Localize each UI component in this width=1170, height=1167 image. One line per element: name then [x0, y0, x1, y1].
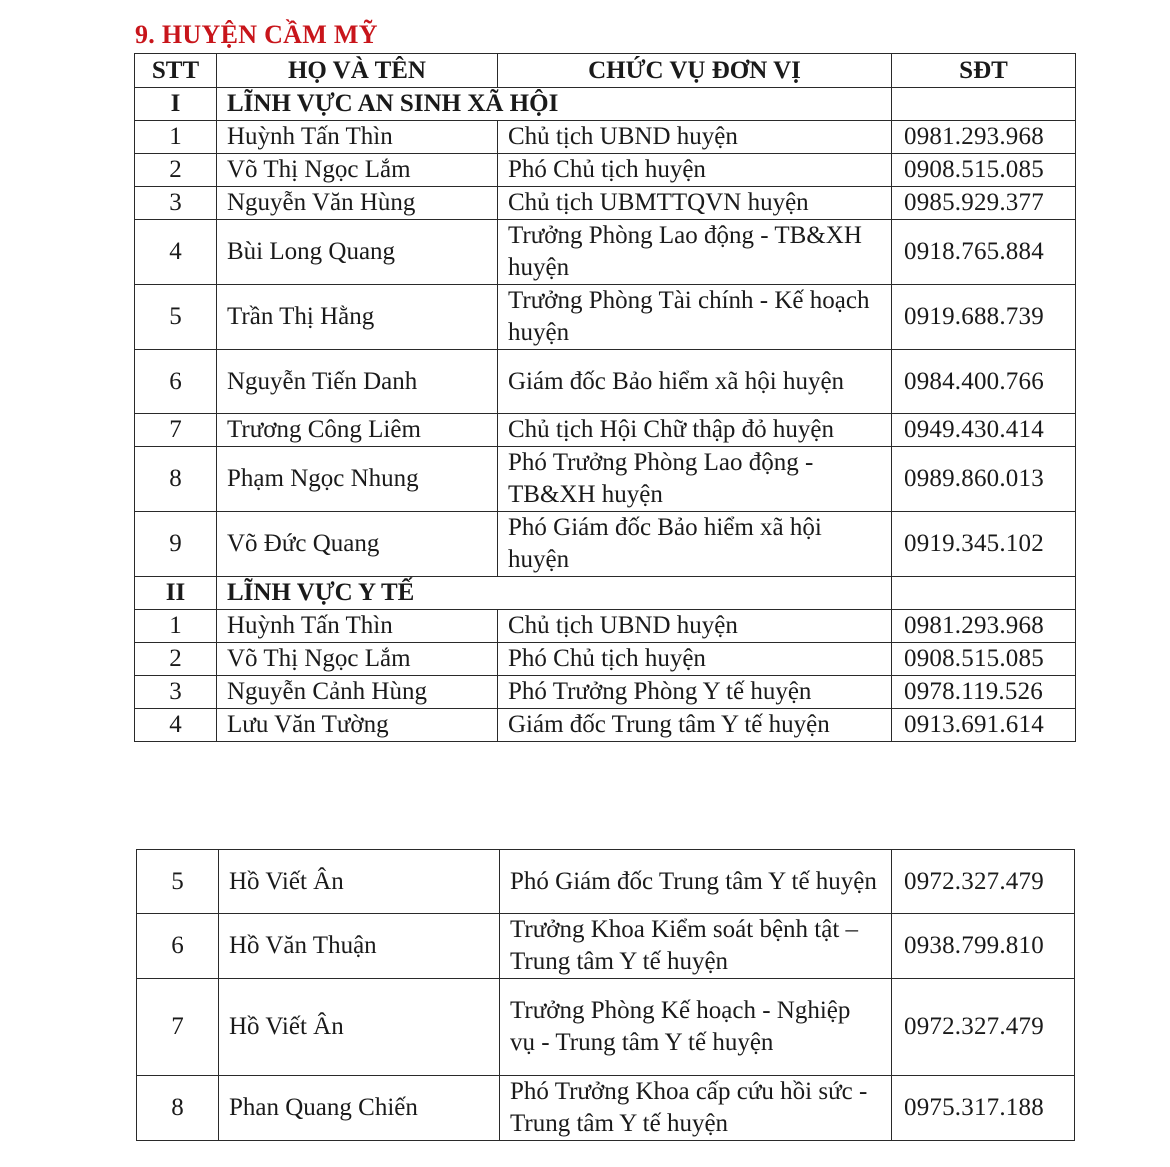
- phone-cell: 0972.327.479: [892, 979, 1075, 1076]
- stt-cell: 8: [137, 1076, 219, 1141]
- role-cell: Trưởng Phòng Tài chính - Kế hoạch huyện: [498, 285, 892, 350]
- stt-cell: 4: [135, 220, 217, 285]
- table-row: [135, 154, 1076, 187]
- name-cell: Hồ Viết Ân: [219, 979, 500, 1076]
- phone-cell: 0949.430.414: [892, 414, 1076, 447]
- stt-cell: 7: [135, 414, 217, 447]
- phone-cell: 0981.293.968: [892, 121, 1076, 154]
- phone-cell: 0972.327.479: [892, 850, 1075, 914]
- name-cell: Phạm Ngọc Nhung: [217, 447, 498, 512]
- table-row: [135, 285, 1076, 350]
- table-row: [135, 676, 1076, 709]
- role-cell: Phó Trưởng Phòng Y tế huyện: [498, 676, 892, 709]
- table-row: [135, 709, 1076, 742]
- role-cell: Phó Trưởng Phòng Lao động - TB&XH huyện: [498, 447, 892, 512]
- name-cell: Hồ Văn Thuận: [219, 914, 500, 979]
- phone-cell: 0918.765.884: [892, 220, 1076, 285]
- name-cell: Hồ Viết Ân: [219, 850, 500, 914]
- stt-cell: 3: [135, 676, 217, 709]
- header-phone: SĐT: [892, 54, 1076, 88]
- table-row: [135, 187, 1076, 220]
- role-cell: Trưởng Khoa Kiểm soát bệnh tật – Trung tâm Y tế huyện: [500, 914, 892, 979]
- stt-cell: 2: [135, 643, 217, 676]
- role-cell: Phó Chủ tịch huyện: [498, 154, 892, 187]
- stt-cell: 2: [135, 154, 217, 187]
- name-cell: Bùi Long Quang: [217, 220, 498, 285]
- stt-cell: 5: [137, 850, 219, 914]
- stt-cell: 5: [135, 285, 217, 350]
- phone-cell: 0908.515.085: [892, 154, 1076, 187]
- name-cell: Võ Thị Ngọc Lắm: [217, 154, 498, 187]
- stt-cell: 9: [135, 512, 217, 577]
- role-cell: Phó Giám đốc Trung tâm Y tế huyện: [500, 850, 892, 914]
- table-row: [135, 220, 1076, 285]
- section-label: LĨNH VỰC AN SINH XÃ HỘI: [217, 88, 892, 121]
- name-cell: Nguyễn Tiến Danh: [217, 350, 498, 414]
- table-row: [135, 643, 1076, 676]
- name-cell: Trần Thị Hằng: [217, 285, 498, 350]
- role-cell: Chủ tịch UBMTTQVN huyện: [498, 187, 892, 220]
- table-row: [135, 610, 1076, 643]
- stt-cell: 8: [135, 447, 217, 512]
- stt-cell: 1: [135, 121, 217, 154]
- role-cell: Chủ tịch UBND huyện: [498, 121, 892, 154]
- section-row: [135, 88, 1076, 121]
- table-row: [137, 850, 1075, 914]
- stt-cell: 6: [135, 350, 217, 414]
- role-cell: Giám đốc Trung tâm Y tế huyện: [498, 709, 892, 742]
- stt-cell: 4: [135, 709, 217, 742]
- name-cell: Trương Công Liêm: [217, 414, 498, 447]
- name-cell: Lưu Văn Tường: [217, 709, 498, 742]
- phone-cell: 0989.860.013: [892, 447, 1076, 512]
- table-row: [135, 414, 1076, 447]
- page-title: 9. HUYỆN CẦM MỸ: [135, 20, 378, 49]
- phone-cell: 0981.293.968: [892, 610, 1076, 643]
- stt-cell: 6: [137, 914, 219, 979]
- stt-cell: 7: [137, 979, 219, 1076]
- empty-cell: [892, 577, 1076, 610]
- empty-cell: [892, 88, 1076, 121]
- name-cell: Huỳnh Tấn Thìn: [217, 121, 498, 154]
- table-row: [135, 447, 1076, 512]
- section-number: I: [135, 88, 217, 121]
- role-cell: Trưởng Phòng Lao động - TB&XH huyện: [498, 220, 892, 285]
- name-cell: Nguyễn Cảnh Hùng: [217, 676, 498, 709]
- name-cell: Võ Đức Quang: [217, 512, 498, 577]
- role-cell: Giám đốc Bảo hiểm xã hội huyện: [498, 350, 892, 414]
- table-row: [135, 121, 1076, 154]
- contact-table-continued: [136, 849, 1075, 1141]
- phone-cell: 0913.691.614: [892, 709, 1076, 742]
- table-row: [137, 914, 1075, 979]
- phone-cell: 0919.345.102: [892, 512, 1076, 577]
- role-cell: Chủ tịch Hội Chữ thập đỏ huyện: [498, 414, 892, 447]
- phone-cell: 0908.515.085: [892, 643, 1076, 676]
- role-cell: Phó Giám đốc Bảo hiểm xã hội huyện: [498, 512, 892, 577]
- phone-cell: 0985.929.377: [892, 187, 1076, 220]
- table-row: [135, 350, 1076, 414]
- header-stt: STT: [135, 54, 217, 88]
- table-row: [137, 979, 1075, 1076]
- header-row: [135, 54, 1076, 88]
- name-cell: Võ Thị Ngọc Lắm: [217, 643, 498, 676]
- role-cell: Chủ tịch UBND huyện: [498, 610, 892, 643]
- section-row: [135, 577, 1076, 610]
- table-row: [135, 512, 1076, 577]
- role-cell: Trưởng Phòng Kế hoạch - Nghiệp vụ - Trung tâm Y tế huyện: [500, 979, 892, 1076]
- stt-cell: 3: [135, 187, 217, 220]
- header-name: HỌ VÀ TÊN: [217, 54, 498, 88]
- phone-cell: 0975.317.188: [892, 1076, 1075, 1141]
- name-cell: Phan Quang Chiến: [219, 1076, 500, 1141]
- name-cell: Huỳnh Tấn Thìn: [217, 610, 498, 643]
- phone-cell: 0984.400.766: [892, 350, 1076, 414]
- stt-cell: 1: [135, 610, 217, 643]
- section-number: II: [135, 577, 217, 610]
- phone-cell: 0978.119.526: [892, 676, 1076, 709]
- phone-cell: 0919.688.739: [892, 285, 1076, 350]
- name-cell: Nguyễn Văn Hùng: [217, 187, 498, 220]
- phone-cell: 0938.799.810: [892, 914, 1075, 979]
- section-label: LĨNH VỰC Y TẾ: [217, 577, 892, 610]
- contact-table: [134, 53, 1076, 742]
- table-row: [137, 1076, 1075, 1141]
- header-role: CHỨC VỤ ĐƠN VỊ: [498, 54, 892, 88]
- role-cell: Phó Trưởng Khoa cấp cứu hồi sức - Trung tâm Y tế huyện: [500, 1076, 892, 1141]
- role-cell: Phó Chủ tịch huyện: [498, 643, 892, 676]
